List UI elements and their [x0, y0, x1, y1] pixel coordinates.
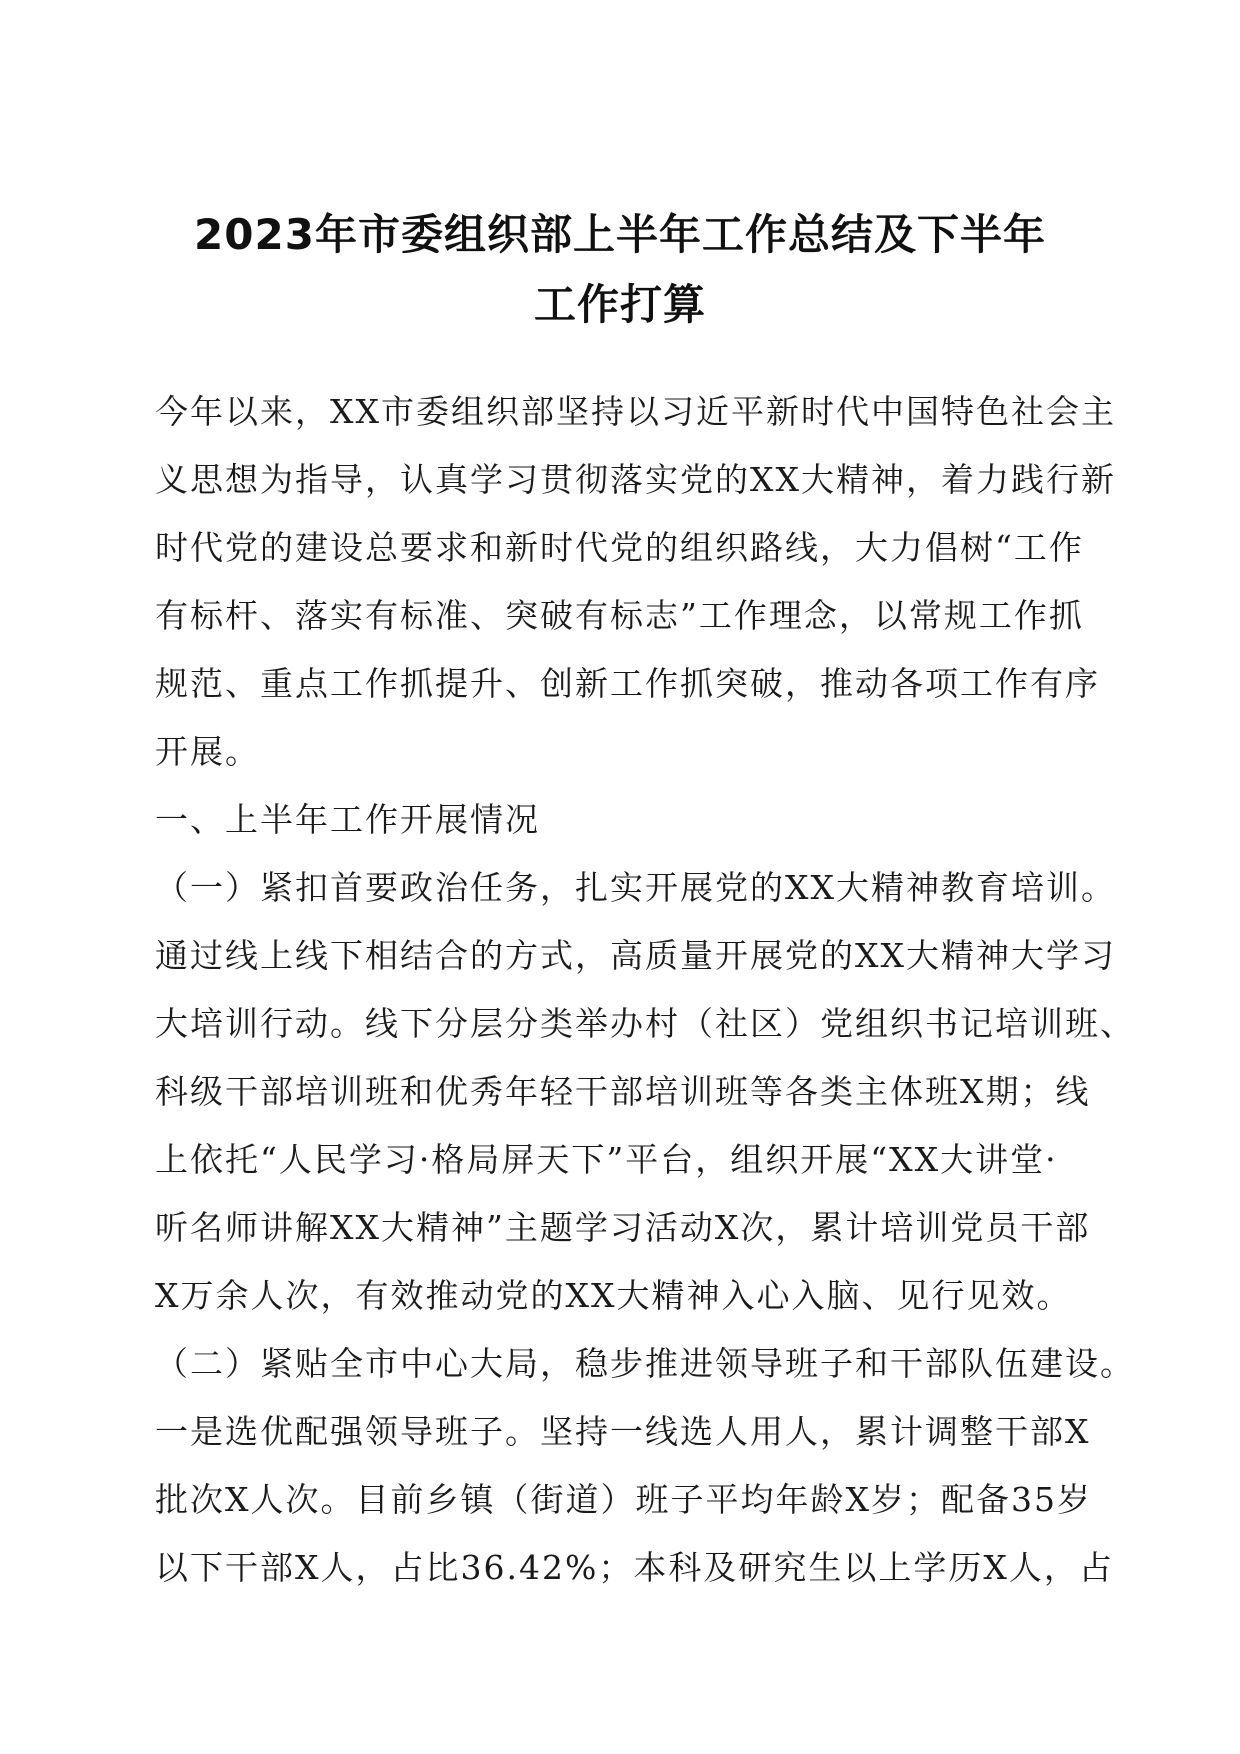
paragraph-line: X万余人次，有效推动党的XX大精神入心入脑、见行见效。	[155, 1276, 1072, 1315]
paragraph-line: 听名师讲解XX大精神”主题学习活动X次，累计培训党员干部	[155, 1208, 1091, 1247]
paragraph-line: 规范、重点工作抓提升、创新工作抓突破，推动各项工作有序	[155, 664, 1100, 703]
paragraph-line: 上依托“人民学习·格局屏天下”平台，组织开展“XX大讲堂·	[155, 1140, 1058, 1179]
subsection-heading: （一）紧扣首要政治任务，扎实开展党的XX大精神教育培训。	[155, 868, 1116, 907]
paragraph-line: 科级干部培训班和优秀年轻干部培训班等各类主体班X期；线	[155, 1072, 1091, 1111]
document-body	[155, 378, 1135, 1602]
subsection-heading: （二）紧贴全市中心大局，稳步推进领导班子和干部队伍建设。	[155, 1344, 1135, 1383]
paragraph-line: 一是选优配强领导班子。坚持一线选人用人，累计调整干部X	[155, 1412, 1091, 1451]
paragraph-line: 批次X人次。目前乡镇（街道）班子平均年龄X岁；配备35岁	[155, 1480, 1092, 1519]
paragraph-line: 以下干部X人，占比36.42%；本科及研究生以上学历X人，占	[155, 1548, 1114, 1587]
paragraph-line: 有标杆、落实有标准、突破有标志”工作理念，以常规工作抓	[155, 596, 1084, 635]
title-line: 工作打算	[533, 280, 706, 329]
section-heading: 一、上半年工作开展情况	[155, 800, 540, 839]
title-line: 2023年市委组织部上半年工作总结及下半年	[194, 210, 1046, 259]
paragraph-line: 大培训行动。线下分层分类举办村（社区）党组织书记培训班、	[155, 1004, 1135, 1043]
paragraph-line: 时代党的建设总要求和新时代党的组织路线，大力倡树“工作	[155, 528, 1084, 567]
paragraph-line: 通过线上线下相结合的方式，高质量开展党的XX大精神大学习	[155, 936, 1116, 975]
paragraph-line: 今年以来，XX市委组织部坚持以习近平新时代中国特色社会主	[155, 392, 1116, 431]
paragraph-line: 义思想为指导，认真学习贯彻落实党的XX大精神，着力践行新	[155, 460, 1116, 499]
document-title	[120, 200, 1120, 340]
paragraph-line: 开展。	[155, 732, 260, 771]
